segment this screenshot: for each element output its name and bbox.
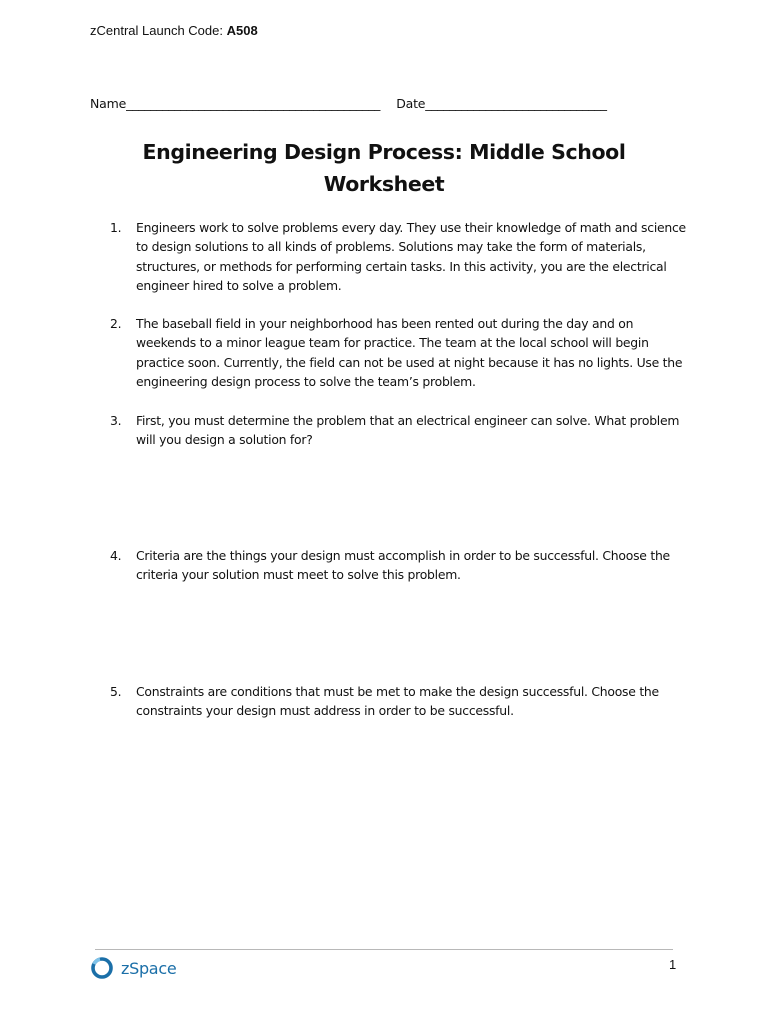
zspace-logo	[90, 956, 176, 980]
question-number: 4.	[110, 548, 122, 563]
question-number: 5.	[110, 684, 122, 699]
page-title	[0, 136, 768, 200]
zspace-ring-icon	[90, 956, 114, 980]
question-text: Engineers work to solve problems every day. They use their knowledge of math and science to design solutions to all kinds of problems. Solutions may take the form of materials, structures, or methods for performing certain tasks. In this activity, you are the electrical engineer hired to solve a problem.	[136, 220, 686, 294]
question-text: Constraints are conditions that must be met to make the design successful. Choose the constraints your design must address in order to be successful.	[136, 684, 659, 719]
logo-text: zSpace	[121, 958, 177, 978]
title-line-1: Engineering Design Process: Middle School	[142, 140, 626, 164]
question-item	[110, 546, 690, 585]
date-field: Date______________________________	[396, 96, 607, 111]
question-number: 2.	[110, 316, 122, 331]
title-line-2: Worksheet	[323, 172, 445, 196]
question-item	[110, 218, 690, 296]
question-number: 1.	[110, 220, 122, 235]
page-number: 1	[669, 957, 677, 972]
question-item	[110, 411, 690, 450]
question-number: 3.	[110, 413, 122, 428]
launch-code-line	[90, 23, 258, 38]
launch-code-value: A508	[226, 23, 258, 38]
question-text: First, you must determine the problem that an electrical engineer can solve. What problem will you design a solution for?	[136, 413, 680, 448]
question-item	[110, 682, 690, 721]
question-text: Criteria are the things your design must accomplish in order to be successful. Choose the criteria your solution must meet to solve this problem.	[136, 548, 670, 583]
name-field: Name__________________________________________	[90, 96, 381, 111]
question-item	[110, 314, 690, 392]
question-text: The baseball field in your neighborhood has been rented out during the day and on weekends to a minor league team for practice. The team at the local school will begin practice soon. Currently, the field can not be used at night because it has no lights. Use the engineering design process to solve the team’s problem.	[136, 316, 683, 390]
footer-divider	[95, 949, 673, 950]
launch-code-label: zCentral Launch Code:	[90, 23, 227, 38]
name-date-line	[90, 96, 607, 111]
